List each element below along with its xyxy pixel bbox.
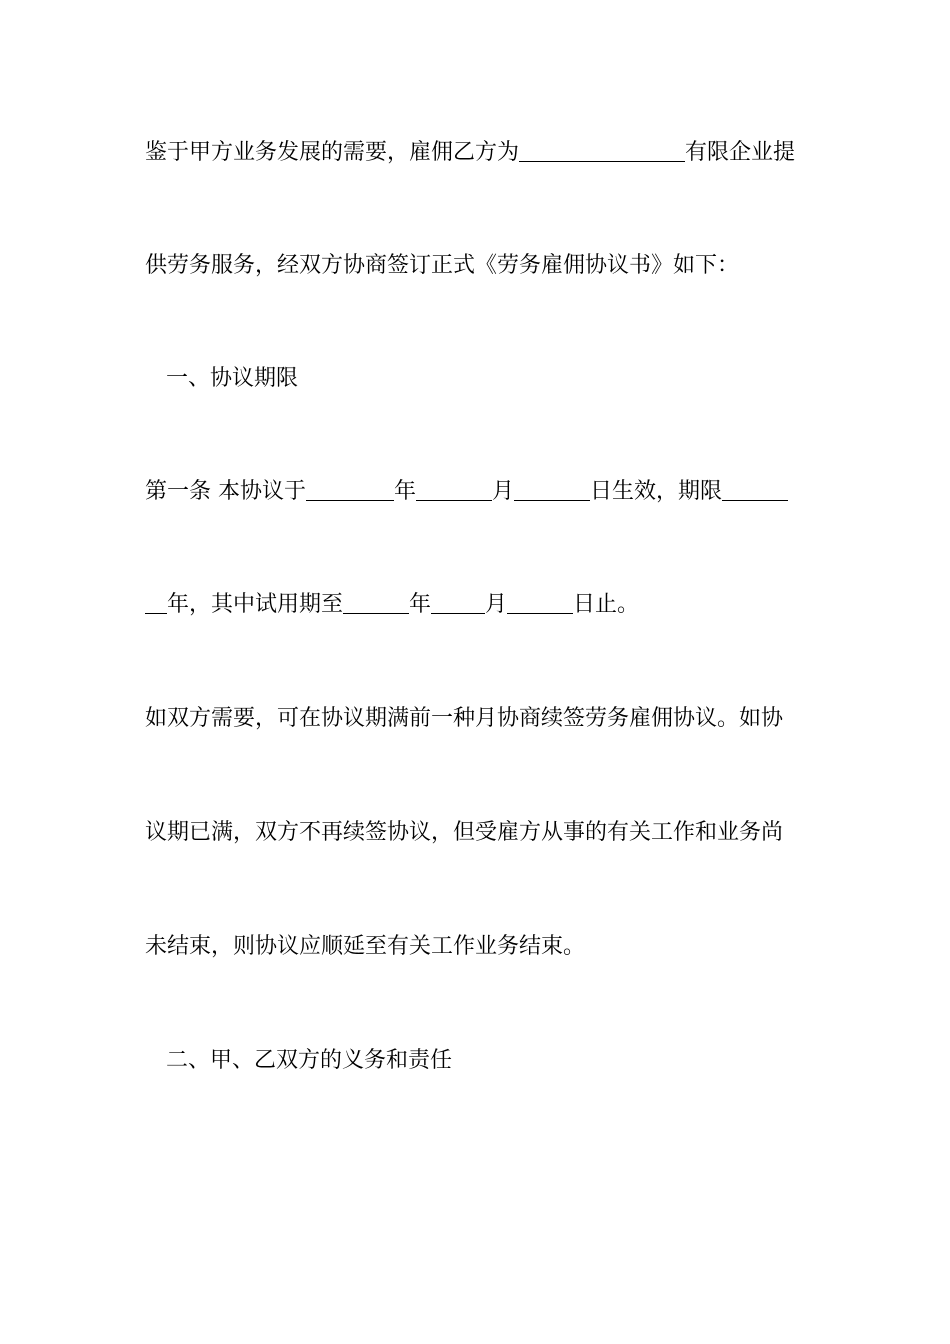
intro-text-a: 鉴于甲方业务发展的需要，雇佣乙方为 [145, 140, 520, 165]
year-label: 年 [394, 479, 417, 504]
end-year-blank [343, 593, 409, 614]
article-1-prefix: 第一条 本协议于 [145, 479, 306, 504]
end-day-blank [507, 593, 573, 614]
intro-line-2: 供劳务服务，经双方协商签订正式《劳务雇佣协议书》如下： [145, 253, 740, 278]
end-month-blank [431, 593, 485, 614]
article-1-line-1 [145, 477, 845, 507]
end-label: 日止。 [573, 592, 640, 617]
company-name-blank [519, 141, 685, 162]
term-blank [722, 480, 788, 501]
start-month-blank [416, 480, 492, 501]
month-label: 月 [492, 479, 515, 504]
intro-text-b: 有限企业提 [685, 140, 796, 165]
article-1-line-2 [145, 590, 845, 620]
renewal-line-3: 未结束，则协议应顺延至有关工作业务结束。 [145, 934, 586, 959]
probation-label: 年，其中试用期至 [167, 592, 344, 617]
renewal-line-2: 议期已满，双方不再续签协议，但受雇方从事的有关工作和业务尚 [145, 820, 784, 845]
year-label-2: 年 [409, 592, 432, 617]
section-2-heading: 二、甲、乙双方的义务和责任 [166, 1048, 453, 1073]
renewal-line-1: 如双方需要，可在协议期满前一种月协商续签劳务雇佣协议。如协 [145, 706, 784, 731]
term-blank-cont [145, 593, 167, 614]
month-label-2: 月 [485, 592, 508, 617]
start-year-blank [306, 480, 394, 501]
section-1-heading: 一、协议期限 [166, 366, 299, 391]
effective-label: 日生效，期限 [590, 479, 723, 504]
start-day-blank [514, 480, 590, 501]
intro-line-1 [145, 138, 845, 168]
